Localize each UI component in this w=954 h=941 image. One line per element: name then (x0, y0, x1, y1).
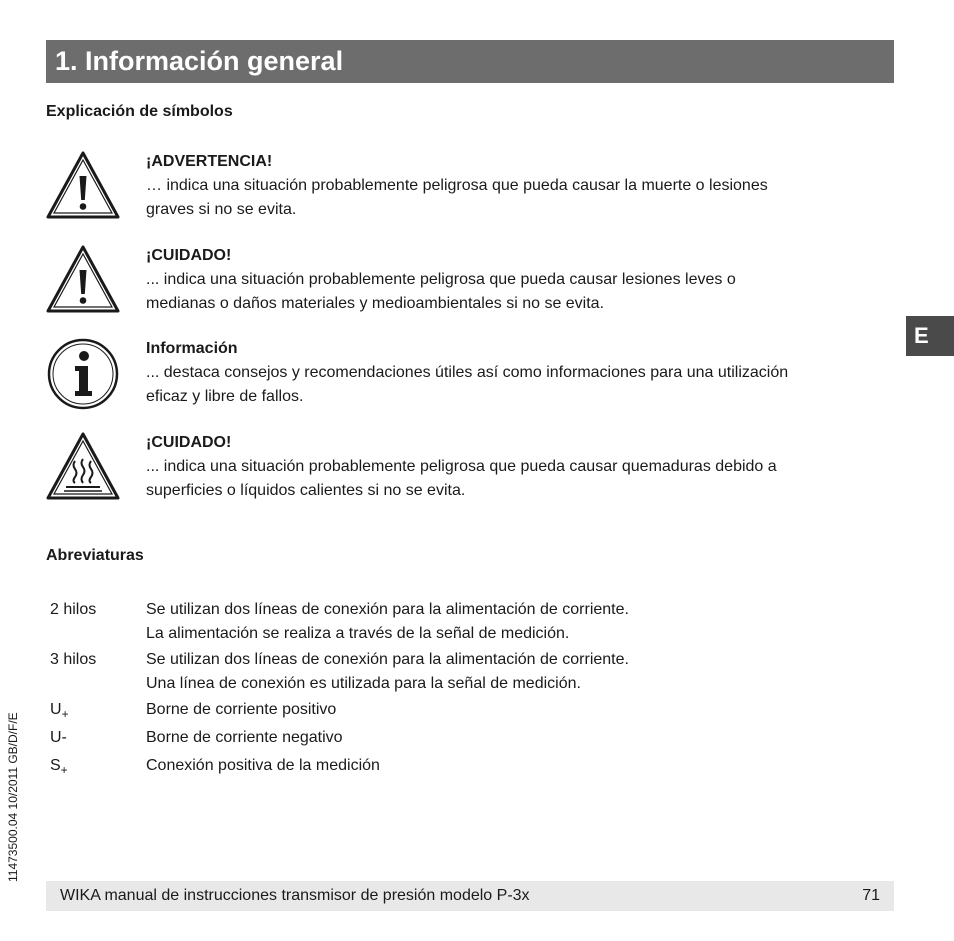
abbreviation-definition: Una línea de conexión es utilizada para la señal de medición. (146, 675, 581, 692)
abbreviation-term: U- (50, 729, 67, 746)
abbreviation-term-subscript: + (60, 763, 68, 777)
symbol-heading: Información (146, 340, 238, 357)
language-tab-label: E (914, 323, 929, 348)
abbreviation-definition: La alimentación se realiza a través de la señal de medición. (146, 625, 570, 642)
symbol-description: … indica una situación probablemente peligrosa que pueda causar la muerte o lesiones (146, 177, 768, 194)
abbreviation-row (50, 648, 850, 696)
page-footer (46, 881, 894, 911)
info-circle-icon (46, 337, 120, 411)
abbreviation-definition: Borne de corriente negativo (146, 729, 343, 746)
hot-surface-icon (46, 431, 120, 501)
symbols-heading: Explicación de símbolos (46, 103, 233, 120)
abbreviation-definition: Conexión positiva de la medición (146, 757, 380, 774)
abbreviation-term: 2 hilos (50, 601, 97, 618)
document-code: 11473500.04 10/2011 GB/D/F/E (6, 712, 20, 882)
section-header (46, 40, 894, 83)
abbreviation-term-base: S (50, 757, 61, 774)
section-title: 1. Información general (55, 46, 344, 76)
symbol-description: ... indica una situación probablemente peligrosa que pueda causar lesiones leves o (146, 271, 736, 288)
abbreviations-heading: Abreviaturas (46, 547, 144, 564)
abbreviation-term (50, 754, 68, 778)
symbol-warning (46, 150, 896, 230)
abbreviation-definition: Se utilizan dos líneas de conexión para la alimentación de corriente. (146, 601, 629, 618)
symbol-description: ... destaca consejos y recomendaciones útiles así como informaciones para una utilización (146, 364, 789, 381)
caution-triangle-icon (46, 244, 120, 314)
abbreviation-definition: Borne de corriente positivo (146, 701, 337, 718)
abbreviation-term: 3 hilos (50, 651, 97, 668)
symbol-description: ... indica una situación probablemente peligrosa que pueda causar quemaduras debido a (146, 458, 777, 475)
symbol-description: superficies o líquidos calientes si no se evita. (146, 482, 466, 499)
warning-triangle-icon (46, 150, 120, 220)
abbreviation-row (50, 598, 850, 646)
abbreviation-term (50, 698, 69, 722)
symbol-heading: ¡CUIDADO! (146, 247, 232, 264)
abbreviation-term-subscript: + (61, 707, 69, 721)
abbreviation-row (50, 726, 850, 750)
abbreviation-definition: Se utilizan dos líneas de conexión para la alimentación de corriente. (146, 651, 629, 668)
page-number: 71 (862, 887, 880, 904)
symbol-heading: ¡ADVERTENCIA! (146, 153, 273, 170)
symbol-description: medianas o daños materiales y medioambientales si no se evita. (146, 295, 605, 312)
symbol-hot-surface (46, 431, 896, 511)
abbreviation-term-base: U (50, 701, 62, 718)
abbreviation-row (50, 754, 850, 778)
symbol-description: eficaz y libre de fallos. (146, 388, 304, 405)
language-tab (906, 316, 954, 356)
symbol-caution (46, 244, 896, 324)
symbol-information (46, 337, 896, 417)
symbol-heading: ¡CUIDADO! (146, 434, 232, 451)
abbreviation-row (50, 698, 850, 722)
symbol-description: graves si no se evita. (146, 201, 297, 218)
footer-title: WIKA manual de instrucciones transmisor de presión modelo P-3x (60, 887, 530, 904)
